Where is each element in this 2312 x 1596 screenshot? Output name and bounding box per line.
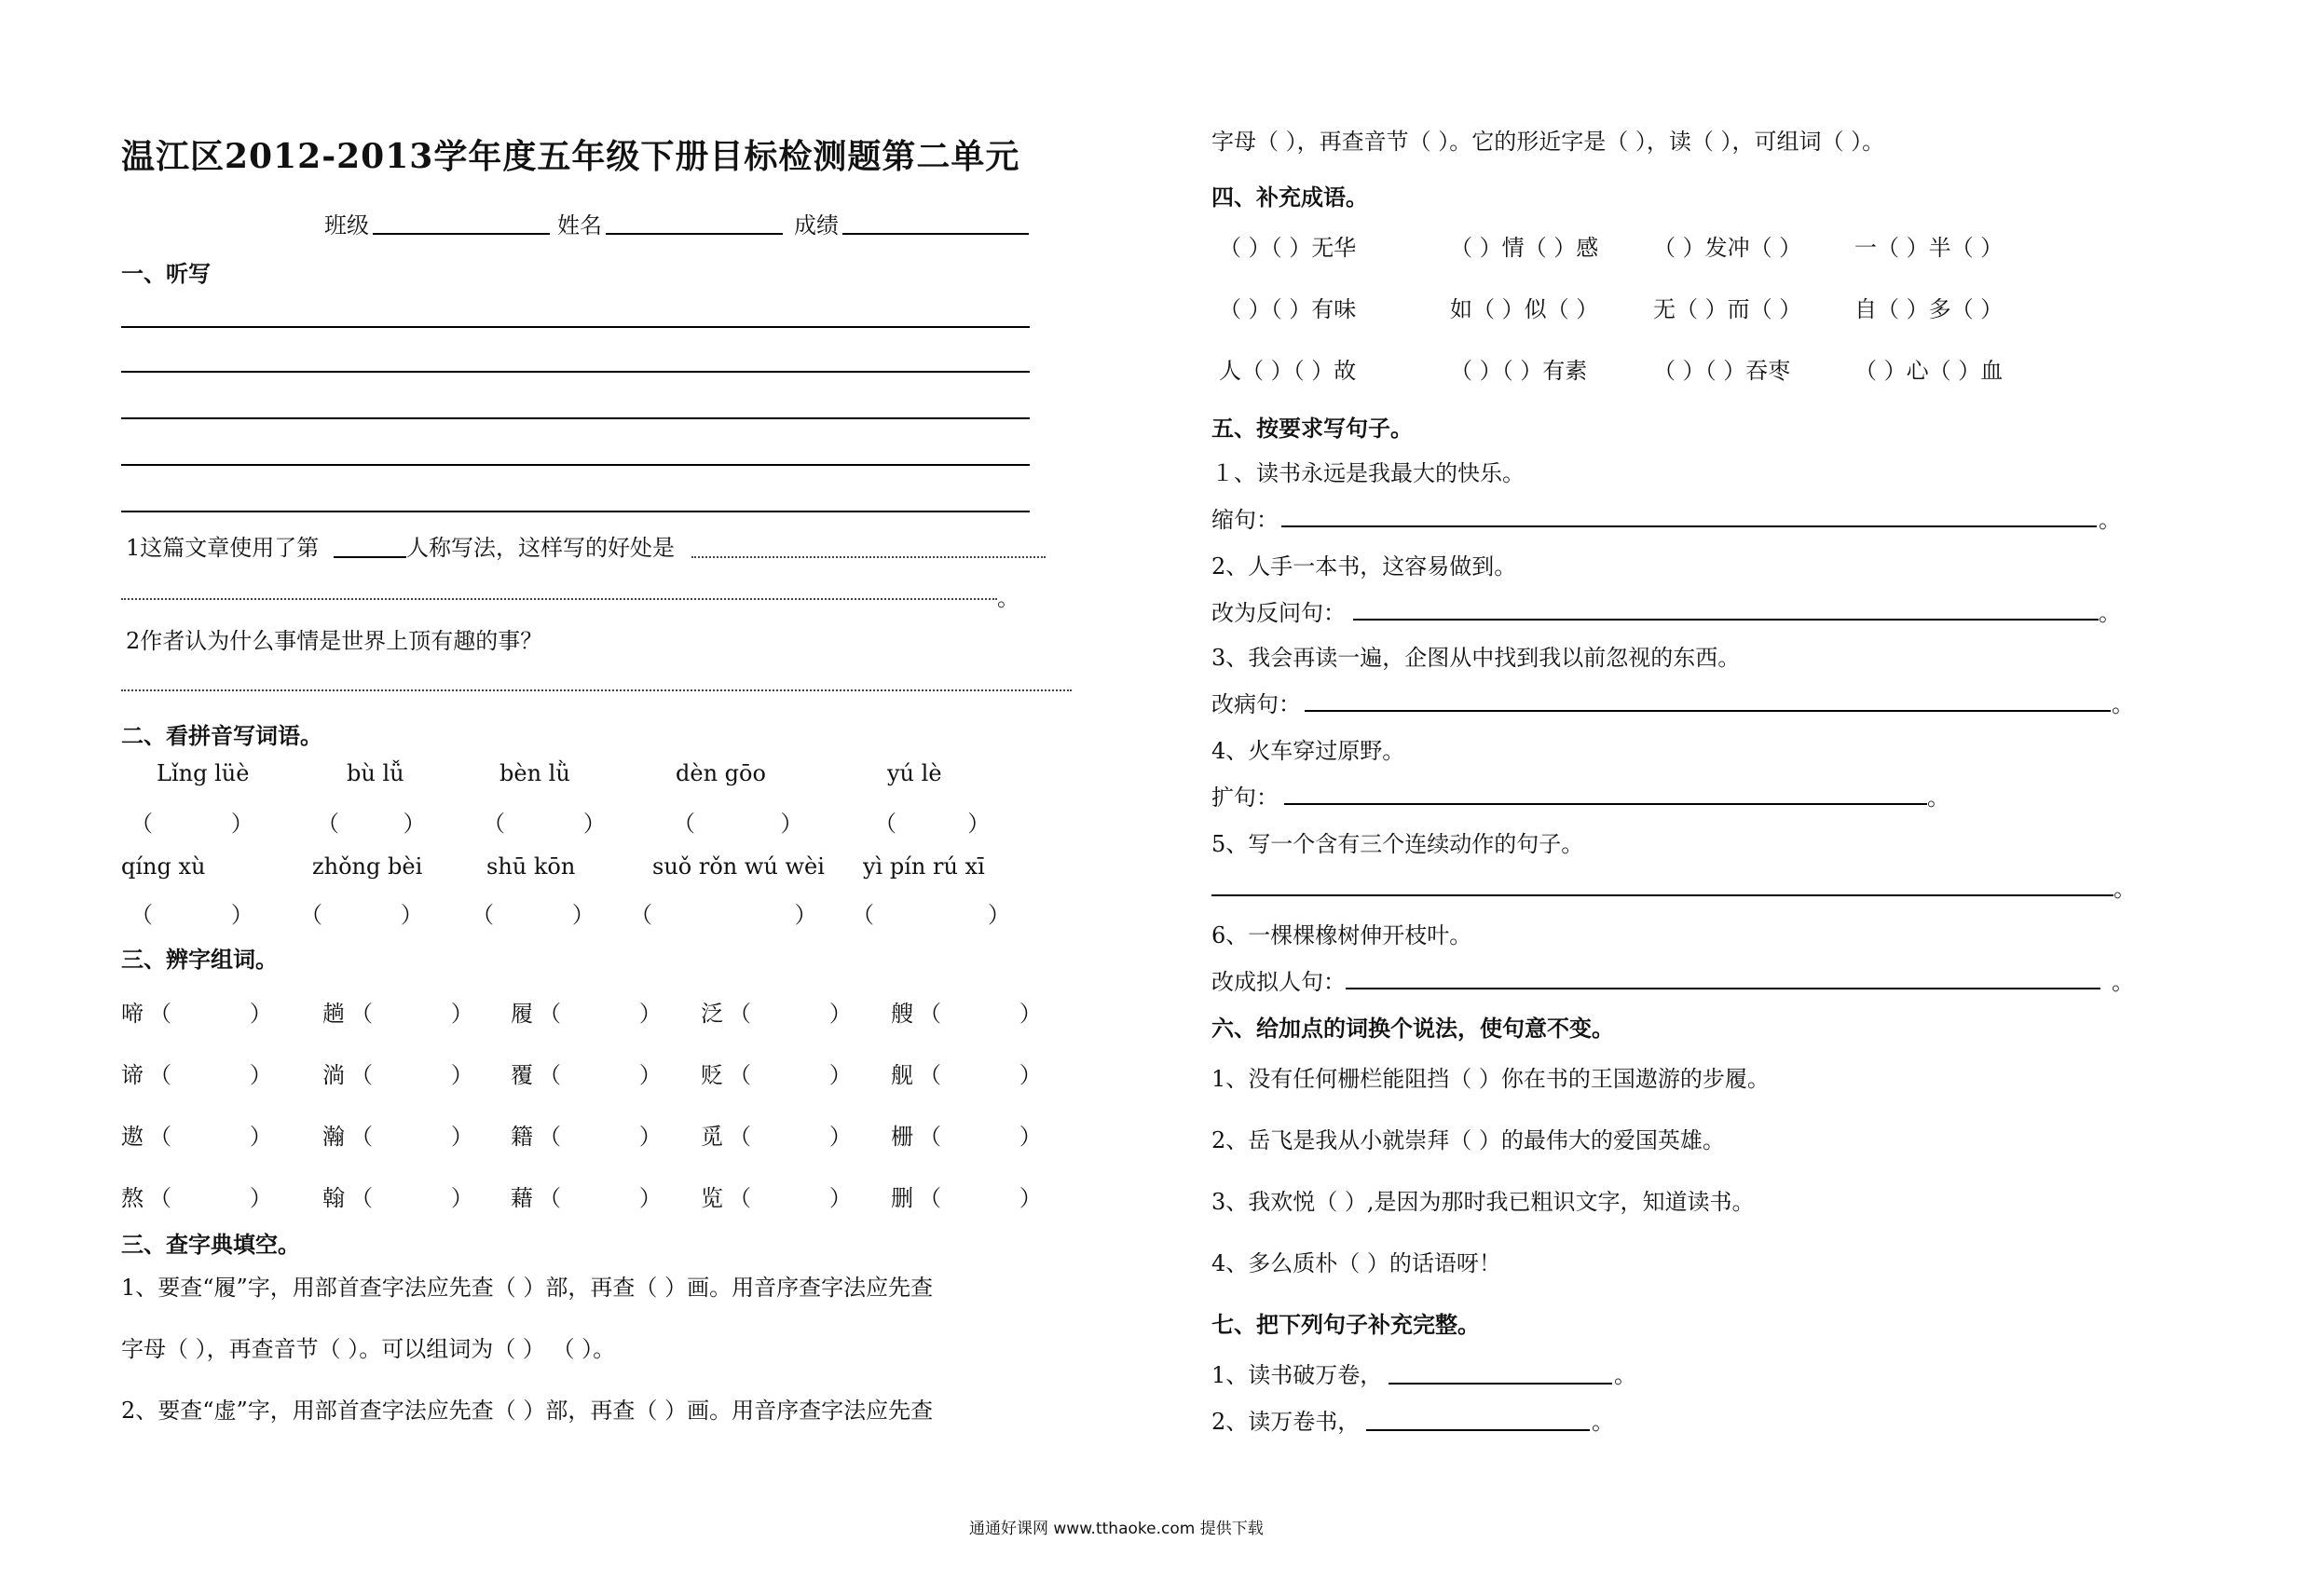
pinyin-item: bù lǚ <box>347 760 404 786</box>
char-compare-blank[interactable]: （ ） <box>539 1062 662 1088</box>
sentence-q1-answer[interactable] <box>1281 525 2097 527</box>
char-compare-item: 贬 <box>701 1062 723 1088</box>
dictionary-q1-line1: 1、要查“履”字，用部首查字法应先查（ ）部，再查（ ）画。用音序查字法应先查 <box>121 1275 934 1301</box>
rephrase-item: 4、多么质朴（ ）的话语呀！ <box>1211 1250 1501 1276</box>
char-compare-item: 栅 <box>891 1124 913 1150</box>
rephrase-item: 3、我欢悦（ ）,是因为那时我已粗识文字，知道读书。 <box>1211 1189 1755 1215</box>
char-compare-blank[interactable]: （ ） <box>729 1185 852 1211</box>
dictation-line[interactable] <box>121 511 1030 512</box>
period: 。 <box>2114 876 2136 902</box>
idiom-item[interactable]: 自（ ）多（ ） <box>1854 296 2004 322</box>
pinyin-item: bèn lǜ <box>499 760 570 786</box>
period: 。 <box>1592 1409 1614 1435</box>
sentence-q6-label: 改成拟人句： <box>1211 969 1346 995</box>
idiom-item[interactable]: （ ）情（ ）感 <box>1450 235 1599 261</box>
pinyin-item: yì pín rú xī <box>863 853 985 880</box>
pinyin-answer-box[interactable]: （ ） <box>630 902 817 928</box>
dictation-line[interactable] <box>121 417 1030 419</box>
name-field[interactable] <box>606 233 783 235</box>
idiom-item[interactable]: 一（ ）半（ ） <box>1854 235 2004 261</box>
period: 。 <box>1614 1362 1636 1388</box>
char-compare-item: 览 <box>701 1185 723 1211</box>
pinyin-item: zhǒng bèi <box>312 853 423 880</box>
char-compare-blank[interactable]: （ ） <box>919 1185 1042 1211</box>
pinyin-item: suǒ rǒn wú wèi <box>652 853 825 880</box>
char-compare-blank[interactable]: （ ） <box>149 1124 272 1150</box>
char-compare-item: 舰 <box>891 1062 913 1088</box>
section-dictation-heading: 一、听写 <box>121 260 211 287</box>
complete-item-2: 2、读万卷书， <box>1211 1409 1361 1435</box>
period: 。 <box>2112 969 2134 995</box>
dictionary-q1-line2: 字母（ ），再查音节（ ）。可以组词为（ ） （ ）。 <box>121 1336 616 1362</box>
class-label: 班级 <box>324 212 369 239</box>
page-title: 温江区2012-2013学年度五年级下册目标检测题第二单元 <box>121 137 1020 176</box>
sentence-q2: 2、人手一本书，这容易做到。 <box>1211 553 1517 580</box>
char-compare-item: 瀚 <box>322 1124 345 1150</box>
sentence-q2-label: 改为反问句： <box>1211 600 1346 626</box>
char-compare-blank[interactable]: （ ） <box>149 1001 272 1027</box>
char-compare-blank[interactable]: （ ） <box>919 1001 1042 1027</box>
pinyin-item: qíng xù <box>121 853 206 880</box>
period: 。 <box>997 585 1019 611</box>
sentence-q1-label: 缩句： <box>1211 507 1279 533</box>
sentence-q4-label: 扩句： <box>1211 784 1279 811</box>
char-compare-blank[interactable]: （ ） <box>729 1062 852 1088</box>
idiom-item[interactable]: （ ）（ ）吞枣 <box>1653 358 1791 384</box>
pinyin-answer-box[interactable]: （ ） <box>483 811 606 837</box>
char-compare-blank[interactable]: （ ） <box>350 1185 473 1211</box>
dictionary-q2-line1: 2、要查“虚”字，用部首查字法应先查（ ）部，再查（ ）画。用音序查字法应先查 <box>121 1398 934 1424</box>
char-compare-item: 翰 <box>322 1185 345 1211</box>
char-compare-item: 删 <box>891 1185 913 1211</box>
sentence-q5-answer[interactable] <box>1211 894 2114 896</box>
pinyin-answer-box[interactable]: （ ） <box>317 811 426 837</box>
section-idiom-heading: 四、补充成语。 <box>1211 184 1368 211</box>
sentence-q6-answer[interactable] <box>1346 988 2100 989</box>
pinyin-item: shū kōn <box>486 853 576 880</box>
char-compare-item: 熬 <box>121 1185 144 1211</box>
char-compare-blank[interactable]: （ ） <box>729 1124 852 1150</box>
char-compare-item: 觅 <box>701 1124 723 1150</box>
rephrase-item: 2、岳飞是我从小就崇拜（ ）的最伟大的爱国英雄。 <box>1211 1127 1725 1153</box>
section-pinyin-heading: 二、看拼音写词语。 <box>121 722 322 749</box>
idiom-item[interactable]: （ ）发冲（ ） <box>1653 235 1802 261</box>
complete-item-1: 1、读书破万卷， <box>1211 1362 1383 1388</box>
dictation-line[interactable] <box>121 464 1030 466</box>
char-compare-item: 藉 <box>511 1185 533 1211</box>
dictation-q1-part2: 人称写法，这样写的好处是 <box>406 535 675 561</box>
char-compare-item: 趟 <box>322 1001 345 1027</box>
pinyin-answer-box[interactable]: （ ） <box>130 902 253 928</box>
char-compare-blank[interactable]: （ ） <box>539 1001 662 1027</box>
char-compare-item: 艘 <box>891 1001 913 1027</box>
sentence-q3: 3、我会再读一遍，企图从中找到我以前忽视的东西。 <box>1211 645 1741 671</box>
char-compare-blank[interactable]: （ ） <box>919 1062 1042 1088</box>
pinyin-answer-box[interactable]: （ ） <box>300 902 423 928</box>
period: 。 <box>2112 691 2134 717</box>
char-compare-item: 泛 <box>701 1001 723 1027</box>
pinyin-answer-box[interactable]: （ ） <box>852 902 1011 928</box>
idiom-item[interactable]: 人（ ）（ ）故 <box>1219 358 1357 384</box>
period: 。 <box>2099 507 2121 533</box>
sentence-q6: 6、一棵棵橡树伸开枝叶。 <box>1211 922 1472 948</box>
class-field[interactable] <box>373 233 550 235</box>
section-char-compare-heading: 三、辨字组词。 <box>121 946 278 973</box>
section-complete-heading: 七、把下列句子补充完整。 <box>1211 1311 1480 1338</box>
pinyin-answer-box[interactable]: （ ） <box>673 811 803 837</box>
char-compare-item: 啼 <box>121 1001 144 1027</box>
dictation-q2: 2作者认为什么事情是世界上顶有趣的事？ <box>126 628 543 654</box>
char-compare-item: 淌 <box>322 1062 345 1088</box>
pinyin-answer-box[interactable]: （ ） <box>874 811 991 837</box>
char-compare-item: 覆 <box>511 1062 533 1088</box>
dictation-q2-answer-line[interactable] <box>121 689 1072 691</box>
char-compare-blank[interactable]: （ ） <box>350 1001 473 1027</box>
char-compare-item: 籍 <box>511 1124 533 1150</box>
complete-item-1-answer[interactable] <box>1389 1383 1612 1385</box>
char-compare-blank[interactable]: （ ） <box>539 1124 662 1150</box>
dictation-q1-person-blank[interactable] <box>334 556 406 558</box>
period: 。 <box>1927 784 1949 811</box>
char-compare-blank[interactable]: （ ） <box>149 1062 272 1088</box>
pinyin-answer-box[interactable]: （ ） <box>472 902 595 928</box>
char-compare-item: 谛 <box>121 1062 144 1088</box>
score-label: 成绩 <box>794 212 839 239</box>
idiom-item[interactable]: （ ）（ ）有味 <box>1219 296 1357 322</box>
sentence-q2-answer[interactable] <box>1353 619 2099 621</box>
char-compare-blank[interactable]: （ ） <box>350 1062 473 1088</box>
char-compare-item: 遨 <box>121 1124 144 1150</box>
sentence-q4-answer[interactable] <box>1284 803 1927 805</box>
dictation-line[interactable] <box>121 371 1030 373</box>
sentence-q4: 4、火车穿过原野。 <box>1211 738 1405 764</box>
idiom-item[interactable]: 如（ ）似（ ） <box>1450 296 1599 322</box>
pinyin-answer-box[interactable]: （ ） <box>130 811 253 837</box>
sentence-q1: １、读书永远是我最大的快乐。 <box>1211 460 1525 486</box>
dictation-line[interactable] <box>121 326 1030 328</box>
footer-source: 通通好课网 www.tthaoke.com 提供下载 <box>969 1520 1264 1538</box>
section-sentence-heading: 五、按要求写句子。 <box>1211 415 1413 442</box>
dictation-q1-part1: 1这篇文章使用了第 <box>126 535 320 561</box>
dictation-q1-answer-line[interactable] <box>691 556 1046 558</box>
char-compare-blank[interactable]: （ ） <box>149 1185 272 1211</box>
section-dictionary-heading: 三、查字典填空。 <box>121 1231 300 1258</box>
rephrase-item: 1、没有任何栅栏能阻挡（ ）你在书的王国遨游的步履。 <box>1211 1066 1770 1092</box>
char-compare-blank[interactable]: （ ） <box>350 1124 473 1150</box>
dictation-q1-answer-line2[interactable] <box>121 598 997 600</box>
name-label: 姓名 <box>557 212 602 239</box>
pinyin-item: Lǐng lüè <box>157 760 250 786</box>
pinyin-item: yú lè <box>887 760 942 786</box>
score-field[interactable] <box>842 233 1029 235</box>
dictionary-q2-line2: 字母（ ），再查音节（ ）。它的形近字是（ ），读（ ），可组词（ ）。 <box>1211 129 1885 155</box>
sentence-q5: 5、写一个含有三个连续动作的句子。 <box>1211 831 1584 857</box>
sentence-q3-label: 改病句： <box>1211 691 1301 717</box>
idiom-item[interactable]: （ ）心（ ）血 <box>1854 358 2004 384</box>
sentence-q3-answer[interactable] <box>1305 710 2111 712</box>
char-compare-blank[interactable]: （ ） <box>539 1185 662 1211</box>
idiom-item[interactable]: 无（ ）而（ ） <box>1653 296 1802 322</box>
char-compare-blank[interactable]: （ ） <box>729 1001 852 1027</box>
period: 。 <box>2099 600 2121 626</box>
idiom-item[interactable]: （ ）（ ）无华 <box>1219 235 1357 261</box>
pinyin-item: dèn gōo <box>676 760 766 786</box>
complete-item-2-answer[interactable] <box>1366 1429 1590 1431</box>
char-compare-item: 履 <box>511 1001 533 1027</box>
idiom-item[interactable]: （ ）（ ）有素 <box>1450 358 1588 384</box>
section-rephrase-heading: 六、给加点的词换个说法，使句意不变。 <box>1211 1015 1614 1042</box>
char-compare-blank[interactable]: （ ） <box>919 1124 1042 1150</box>
